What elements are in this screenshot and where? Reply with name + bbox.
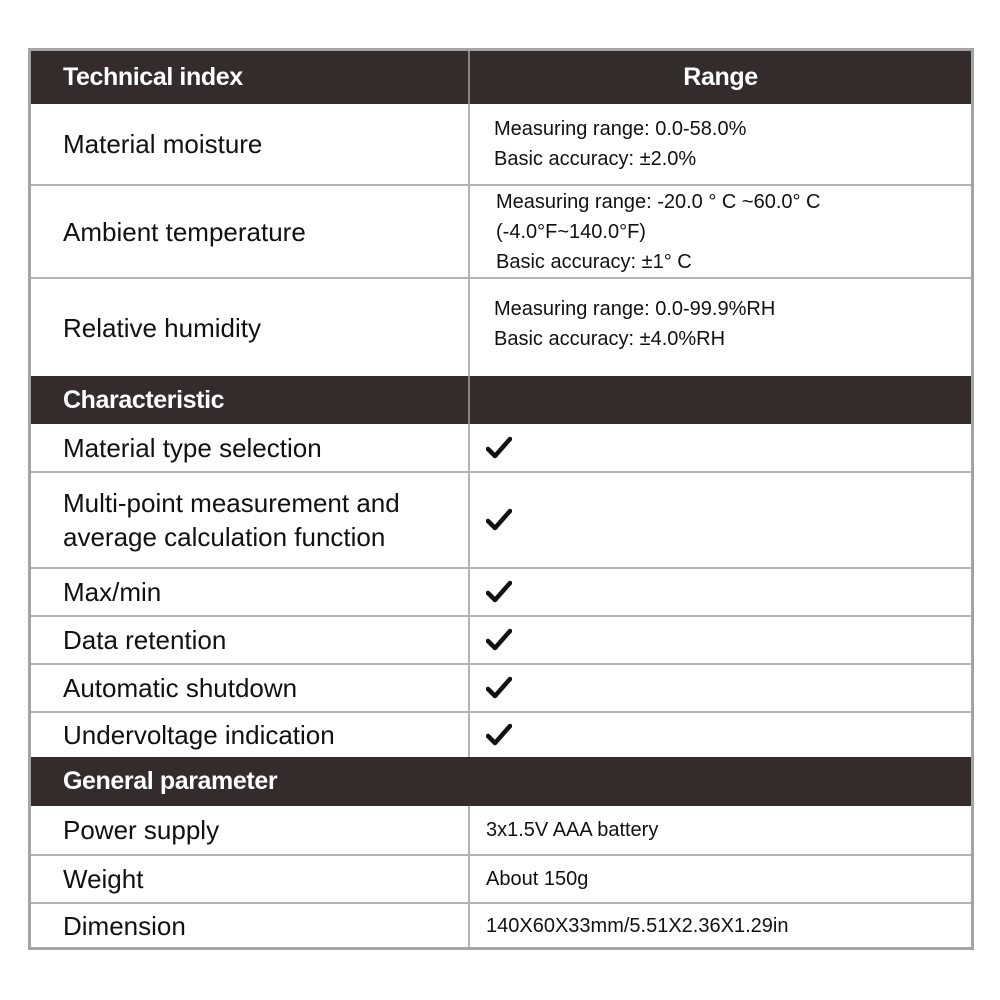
table-row <box>31 711 971 757</box>
param-label: Power supply <box>63 815 220 845</box>
range-fahrenheit-line: (-4.0°F~140.0°F) <box>496 220 646 243</box>
section-header-general-parameter <box>31 757 971 806</box>
range-line: Measuring range: 0.0-58.0% <box>494 118 747 140</box>
row-label-ambient-temperature: Ambient temperature <box>63 216 306 247</box>
feature-value <box>468 665 971 711</box>
table-row <box>31 567 971 615</box>
checkmark-icon <box>470 580 971 604</box>
checkmark-icon <box>470 676 971 700</box>
feature-label: Material type selection <box>63 432 322 463</box>
feature-value <box>468 713 971 757</box>
feature-label <box>31 473 468 567</box>
param-value <box>468 904 971 947</box>
section-title: General parameter <box>63 767 278 795</box>
table-row <box>31 104 971 184</box>
param-value-text: 140X60X33mm/5.51X2.36X1.29in <box>486 914 789 937</box>
table-row <box>31 424 971 471</box>
range-line: Measuring range: -20.0 ° C ~60.0° C <box>496 190 821 213</box>
feature-label: Max/min <box>63 577 162 607</box>
feature-value <box>468 569 971 615</box>
table-row <box>31 663 971 711</box>
accuracy-line: Basic accuracy: ±2.0% <box>494 148 697 170</box>
section-header-characteristic <box>31 376 971 424</box>
table-header-row <box>31 51 971 104</box>
feature-value <box>468 617 971 663</box>
table-row <box>31 277 971 376</box>
table-row <box>31 184 971 277</box>
row-value-relative-humidity <box>468 279 971 376</box>
checkmark-icon <box>470 508 971 532</box>
table-row <box>31 615 971 663</box>
param-label: Dimension <box>63 910 186 941</box>
param-value-text: 3x1.5V AAA battery <box>486 819 659 841</box>
accuracy-line: Basic accuracy: ±4.0%RH <box>494 328 726 350</box>
feature-label-line: Multi-point measurement and <box>63 488 400 518</box>
header-range: Range <box>468 51 971 104</box>
checkmark-icon <box>470 723 971 747</box>
table-row <box>31 854 971 902</box>
param-value-text: About 150g <box>486 868 589 890</box>
section-header-empty-cell <box>468 376 971 424</box>
section-title: Characteristic <box>63 385 225 414</box>
range-line: Measuring range: 0.0-99.9%RH <box>494 298 776 320</box>
feature-label: Automatic shutdown <box>63 673 298 703</box>
feature-label-line: average calculation function <box>63 522 386 552</box>
row-label-material-moisture: Material moisture <box>63 129 263 159</box>
checkmark-icon <box>470 436 971 460</box>
feature-label: Data retention <box>63 625 227 655</box>
checkmark-icon <box>470 628 971 652</box>
feature-value <box>468 424 971 471</box>
spec-table <box>28 48 974 950</box>
table-row <box>31 902 971 947</box>
feature-label: Undervoltage indication <box>63 720 335 750</box>
feature-value <box>468 473 971 567</box>
param-label: Weight <box>63 864 144 894</box>
row-value-ambient-temperature <box>468 186 971 277</box>
table-row <box>31 806 971 854</box>
param-value <box>468 806 971 854</box>
header-technical-index: Technical index <box>63 63 243 91</box>
row-value-material-moisture <box>468 104 971 184</box>
accuracy-line: Basic accuracy: ±1° C <box>496 250 692 273</box>
param-value <box>468 856 971 902</box>
table-row <box>31 471 971 567</box>
row-label-relative-humidity: Relative humidity <box>63 312 261 343</box>
